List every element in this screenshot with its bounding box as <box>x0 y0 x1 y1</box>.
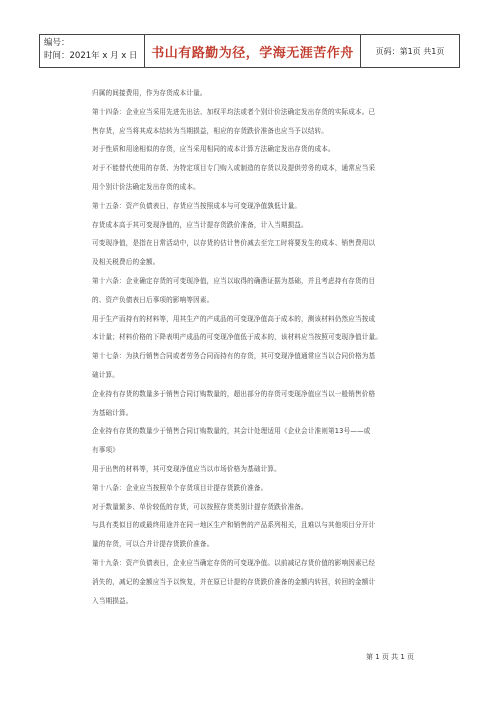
body-line: 对于不能替代使用的存货、为特定项目专门购入或制造的存货以及提供劳务的成本，通常应当采 <box>92 164 376 173</box>
time-label: 时间：2021年 x 月 x 日 <box>44 51 138 61</box>
body-line: 与具有类似目的或最终用途并在同一地区生产和销售的产品系列相关，且难以与其他项目分开计 <box>92 521 376 530</box>
header-motto: 书山有路勤为径，学海无涯苦作舟 <box>151 45 354 61</box>
body-line: 企业持有存货的数量多于销售合同订购数量的，超出部分的存货可变现净值应当以一般销售价格 <box>92 389 376 398</box>
body-line: 用个别计价法确定发出存货的成本。 <box>92 182 200 191</box>
body-line: 对于性质和用途相似的存货，应当采用相同的成本计算方法确定发出存货的成本。 <box>92 145 335 154</box>
body-line: 本计量；材料价格的下降表明产成品的可变现净值低于成本的，该材料应当按照可变现净值计量。 <box>92 333 382 342</box>
body-line: 可变现净值，是指在日常活动中，以存货的估计售价减去至完工时将要发生的成本、销售费用以 <box>92 239 376 248</box>
body-line: 量的存货，可以合并计提存货跌价准备。 <box>92 540 214 549</box>
number-label: 编号： <box>44 38 70 48</box>
document-body <box>92 84 420 610</box>
body-line: 第十八条：企业应当按照单个存货项目计提存货跌价准备。 <box>92 483 268 492</box>
header-motto-cell <box>145 35 361 67</box>
body-line: 第十六条：企业确定存货的可变现净值，应当以取得的确凿证据为基础，并且考虑持有存货的目 <box>92 276 376 285</box>
body-line: 归属的间接费用，作为存货成本计量。 <box>92 89 207 97</box>
body-line: 为基础计算。 <box>92 408 133 417</box>
header-meta <box>40 35 145 67</box>
body-line: 对于数量繁多、单价较低的存货，可以按照存货类别计提存货跌价准备。 <box>92 502 308 511</box>
body-line: 入当期损益。 <box>92 596 133 605</box>
body-line: 消失的，减记的金额应当予以恢复，并在原已计提的存货跌价准备的金额内转回，转回的金额计 <box>92 577 376 586</box>
body-line: 企业持有存货的数量少于销售合同订购数量的，其会计处理适用《企业会计准则第13号——或 <box>92 427 371 436</box>
header-page-info: 页码：第1页 共1页 <box>375 46 445 56</box>
body-line: 售存货，应当将其成本结转为当期损益，相应的存货跌价准备也应当予以结转。 <box>92 126 329 135</box>
page-footer: 第 1 页 共 1 页 <box>366 653 415 661</box>
body-line: 第十五条：资产负债表日，存货应当按照成本与可变现净值孰低计量。 <box>92 201 302 210</box>
body-line: 第十七条：为执行销售合同或者劳务合同而持有的存货，其可变现净值通常应当以合同价格为基 <box>92 352 376 361</box>
body-line: 及相关税费后的金额。 <box>92 258 160 267</box>
body-line: 第十四条：企业应当采用先进先出法、加权平均法或者个别计价法确定发出存货的实际成本。已 <box>92 107 376 116</box>
body-line: 存货成本高于其可变现净值的，应当计提存货跌价准备，计入当期损益。 <box>92 220 308 229</box>
body-line: 有事项》 <box>92 446 119 455</box>
body-line: 用于生产而持有的材料等，用其生产的产成品的可变现净值高于成本的，测该材料仍然应当按成 <box>92 314 376 323</box>
header-page-cell <box>361 35 459 67</box>
body-line: 础计算。 <box>92 370 119 379</box>
document-header <box>39 34 460 68</box>
body-line: 的、资产负债表日后事项的影响等因素。 <box>92 295 214 304</box>
body-line: 第十九条：资产负债表日，企业应当确定存货的可变现净值。以前减记存货价值的影响因素已经 <box>92 558 376 567</box>
body-line: 用于出售的材料等，其可变现净值应当以市场价格为基础计算。 <box>92 464 281 473</box>
